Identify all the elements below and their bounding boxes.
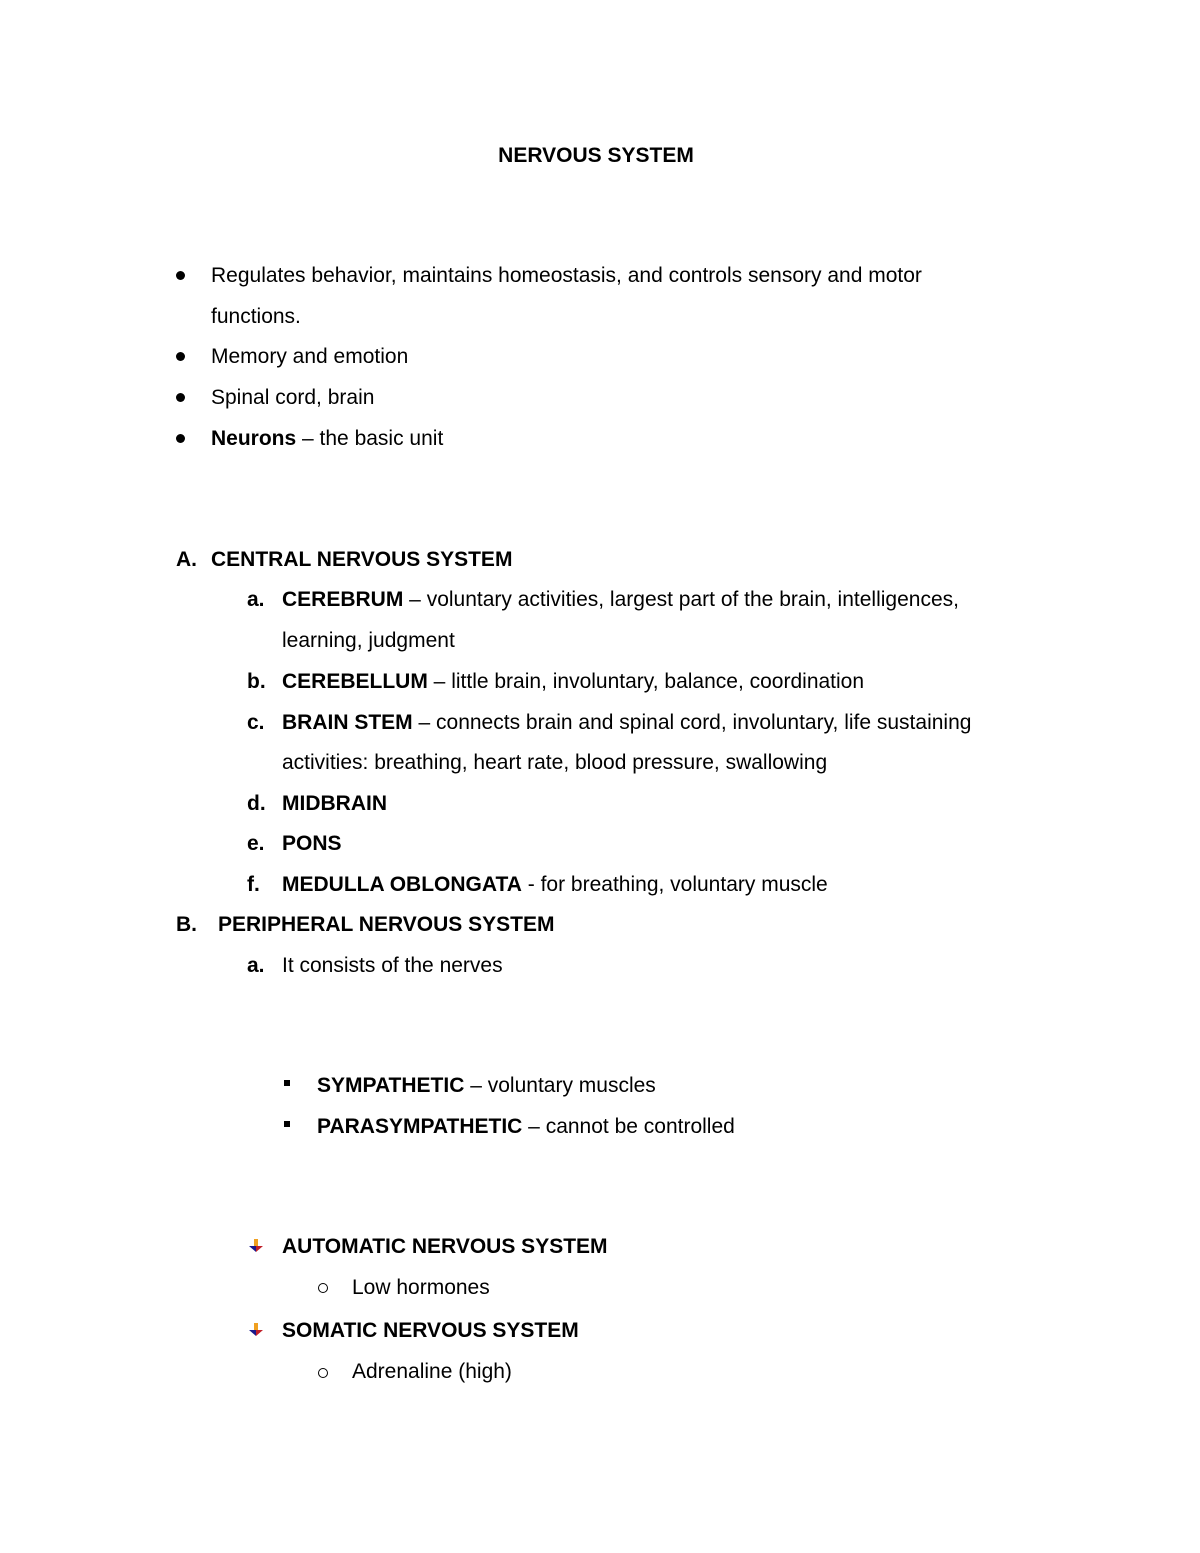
list-marker: a. bbox=[247, 588, 265, 611]
document-title: NERVOUS SYSTEM bbox=[498, 144, 694, 167]
square-bullet-icon bbox=[284, 1080, 290, 1086]
bullet-item: Memory and emotion bbox=[211, 345, 409, 368]
automatic-nervous-system: AUTOMATIC NERVOUS SYSTEM bbox=[282, 1235, 608, 1258]
list-item-cerebrum: CEREBRUM – voluntary activities, largest part of the brain, intelligences, bbox=[282, 588, 959, 611]
list-marker: a. bbox=[247, 954, 265, 977]
list-item-medulla: MEDULLA OBLONGATA - for breathing, voluntary muscle bbox=[282, 873, 828, 896]
list-marker: c. bbox=[247, 711, 265, 734]
arrow-bullet-icon bbox=[249, 1323, 263, 1337]
square-bullet-icon bbox=[284, 1121, 290, 1127]
section-b-marker: B. bbox=[176, 913, 197, 936]
sub-item-parasympathetic: PARASYMPATHETIC – cannot be controlled bbox=[317, 1115, 735, 1138]
bullet-item: Regulates behavior, maintains homeostasis, and controls sensory and motor bbox=[211, 264, 922, 287]
list-marker: b. bbox=[247, 670, 266, 693]
list-item-continuation: activities: breathing, heart rate, blood pressure, swallowing bbox=[282, 751, 828, 774]
section-b-heading: PERIPHERAL NERVOUS SYSTEM bbox=[218, 913, 555, 936]
somatic-nervous-system: SOMATIC NERVOUS SYSTEM bbox=[282, 1319, 579, 1342]
list-item-continuation: learning, judgment bbox=[282, 629, 455, 652]
bullet-icon bbox=[176, 352, 185, 361]
bullet-icon bbox=[176, 434, 185, 443]
bullet-item: Spinal cord, brain bbox=[211, 386, 375, 409]
sub-item-adrenaline: Adrenaline (high) bbox=[352, 1360, 512, 1383]
list-marker: f. bbox=[247, 873, 260, 896]
arrow-bullet-icon bbox=[249, 1239, 263, 1253]
bullet-item-continuation: functions. bbox=[211, 305, 301, 328]
sub-item-sympathetic: SYMPATHETIC – voluntary muscles bbox=[317, 1074, 656, 1097]
section-a-marker: A. bbox=[176, 548, 197, 571]
section-a-heading: CENTRAL NERVOUS SYSTEM bbox=[211, 548, 513, 571]
list-item-brain-stem: BRAIN STEM – connects brain and spinal cord, involuntary, life sustaining bbox=[282, 711, 972, 734]
list-item-nerves: It consists of the nerves bbox=[282, 954, 503, 977]
list-marker: e. bbox=[247, 832, 265, 855]
list-item-pons: PONS bbox=[282, 832, 342, 855]
bullet-icon bbox=[176, 271, 185, 280]
circle-bullet-icon bbox=[318, 1368, 328, 1378]
sub-item-low-hormones: Low hormones bbox=[352, 1276, 490, 1299]
list-item-cerebellum: CEREBELLUM – little brain, involuntary, balance, coordination bbox=[282, 670, 865, 693]
bullet-icon bbox=[176, 393, 185, 402]
bullet-item: Neurons – the basic unit bbox=[211, 427, 444, 450]
circle-bullet-icon bbox=[318, 1283, 328, 1293]
list-item-midbrain: MIDBRAIN bbox=[282, 792, 387, 815]
list-marker: d. bbox=[247, 792, 266, 815]
